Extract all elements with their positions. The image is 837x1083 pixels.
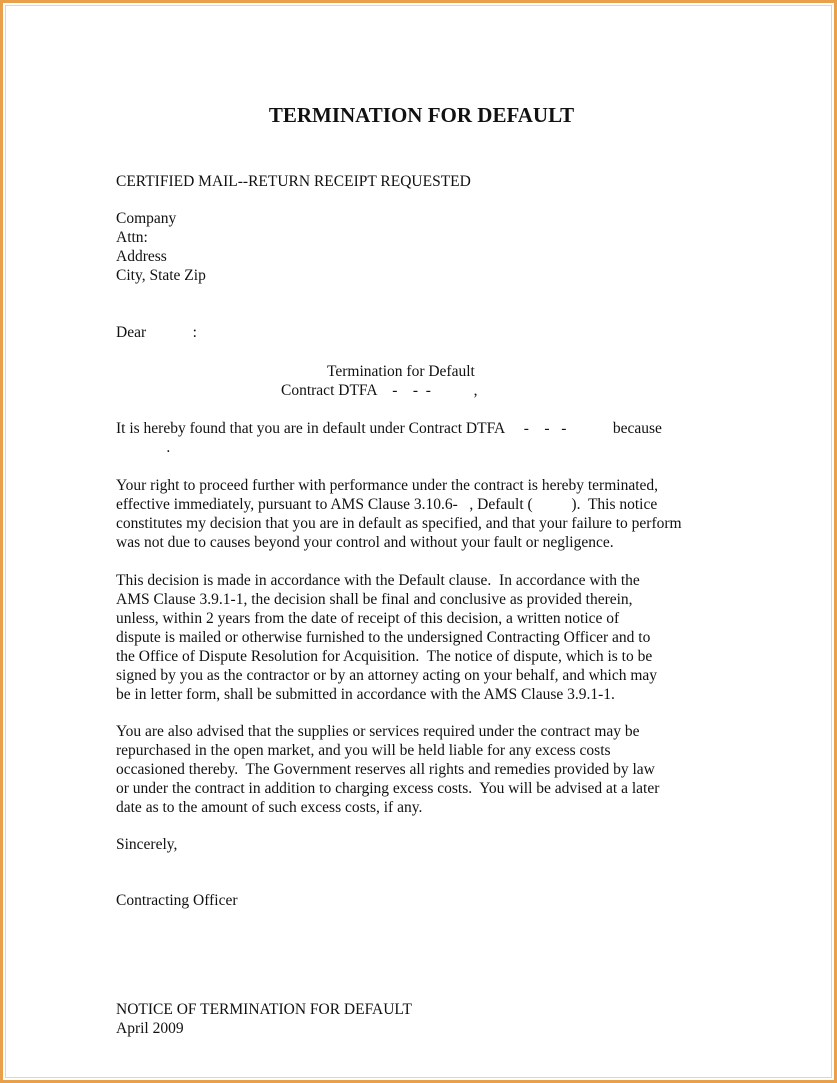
- default-finding-line: It is hereby found that you are in default under Contract DTFA - - - because: [116, 420, 662, 437]
- paragraph-line: occasioned thereby. The Government reserves all rights and remedies provided by law: [116, 761, 655, 778]
- document-title: TERMINATION FOR DEFAULT: [268, 103, 575, 127]
- excess-costs-paragraph: [116, 722, 736, 817]
- default-finding-continuation: .: [116, 439, 171, 456]
- paragraph-line: You are also advised that the supplies or services required under the contract may be: [116, 723, 640, 740]
- closing: Sincerely,: [116, 836, 178, 853]
- subject-line: Termination for Default: [327, 363, 475, 380]
- footer-title: NOTICE OF TERMINATION FOR DEFAULT: [116, 1001, 412, 1018]
- dispute-paragraph: [116, 571, 736, 704]
- salutation: Dear :: [116, 324, 197, 341]
- address-city: City, State Zip: [116, 267, 206, 284]
- paragraph-line: signed by you as the contractor or by an attorney acting on your behalf, and which may: [116, 667, 658, 684]
- signature-title: Contracting Officer: [116, 892, 238, 909]
- paragraph-line: unless, within 2 years from the date of receipt of this decision, a written notice of: [116, 610, 620, 627]
- termination-paragraph: [116, 476, 736, 552]
- address-attn: Attn:: [116, 229, 148, 246]
- address-street: Address: [116, 248, 167, 265]
- mail-notice: CERTIFIED MAIL--RETURN RECEIPT REQUESTED: [116, 173, 471, 190]
- paragraph-line: date as to the amount of such excess costs, if any.: [116, 799, 423, 816]
- paragraph-line: constitutes my decision that you are in default as specified, and that your failure to perform: [116, 515, 682, 532]
- paragraph-line: Your right to proceed further with performance under the contract is hereby terminated,: [116, 477, 659, 494]
- paragraph-line: This decision is made in accordance with the Default clause. In accordance with the: [116, 572, 640, 589]
- paragraph-line: effective immediately, pursuant to AMS Clause 3.10.6- , Default ( ). This notice: [116, 496, 658, 513]
- paragraph-line: was not due to causes beyond your control and without your fault or negligence.: [116, 534, 614, 551]
- paragraph-line: dispute is mailed or otherwise furnished to the undersigned Contracting Officer and to: [116, 629, 651, 646]
- footer-date: April 2009: [116, 1020, 184, 1037]
- paragraph-line: repurchased in the open market, and you will be held liable for any excess costs: [116, 742, 611, 759]
- paragraph-line: AMS Clause 3.9.1-1, the decision shall be final and conclusive as provided therein,: [116, 591, 633, 608]
- paragraph-line: the Office of Dispute Resolution for Acquisition. The notice of dispute, which is to be: [116, 648, 653, 665]
- address-company: Company: [116, 210, 177, 227]
- paragraph-line: be in letter form, shall be submitted in accordance with the AMS Clause 3.9.1-1.: [116, 686, 615, 703]
- paragraph-line: or under the contract in addition to charging excess costs. You will be advised at a later: [116, 780, 660, 797]
- contract-number-line: Contract DTFA - - - ,: [281, 382, 478, 399]
